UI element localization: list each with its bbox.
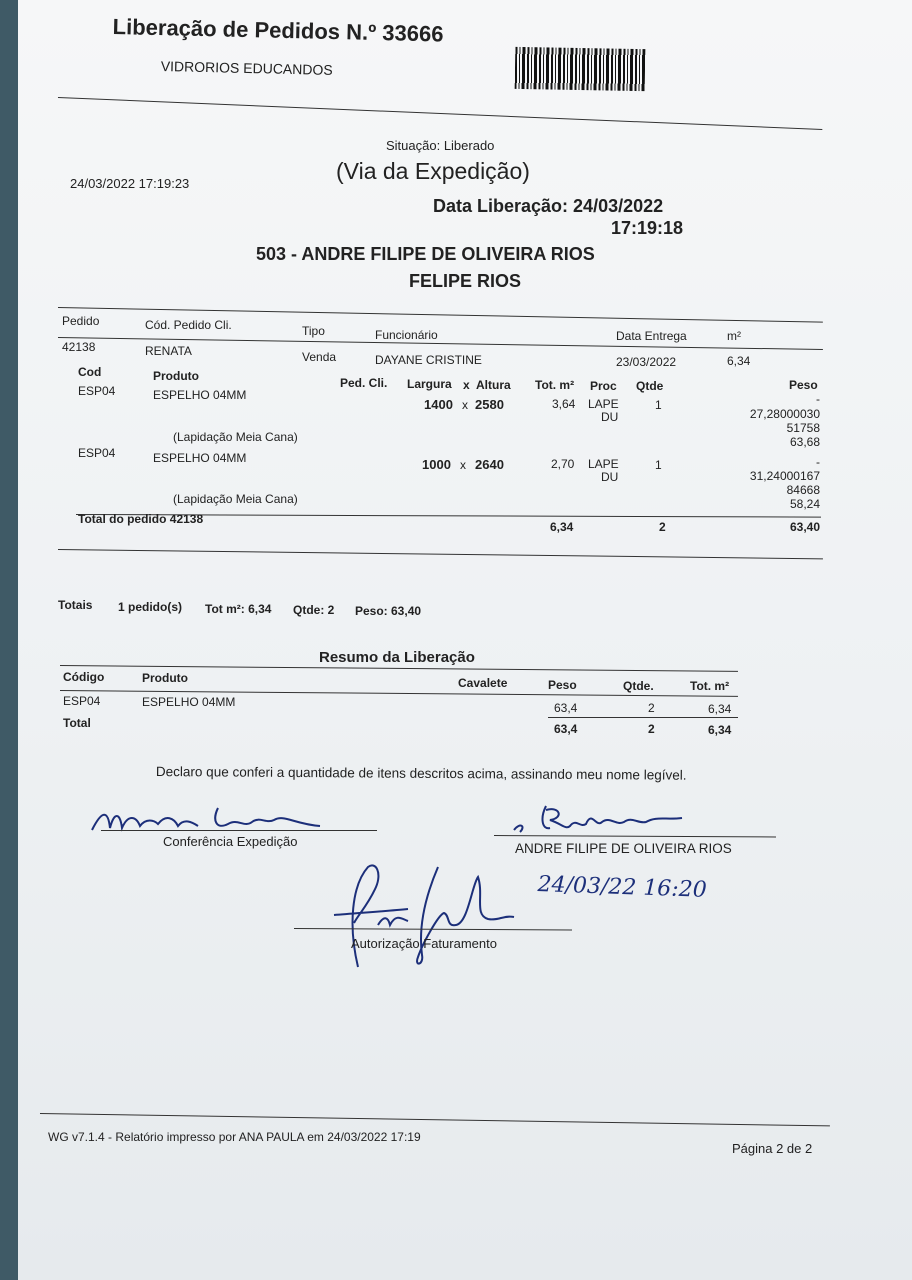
- summary-col-qtde: Qtde.: [623, 679, 654, 693]
- summary-qtde: 2: [648, 701, 655, 715]
- item-note: (Lapidação Meia Cana): [173, 492, 298, 506]
- item-peso: 63,68: [789, 435, 820, 449]
- signature-cliente: [506, 800, 686, 840]
- print-datetime: 24/03/2022 17:19:23: [70, 176, 190, 191]
- order-employee: DAYANE CRISTINE: [375, 353, 482, 367]
- item-qtde: 1: [655, 398, 662, 412]
- item-tot-m2: 2,70: [551, 457, 575, 471]
- cliente-label: ANDRE FILIPE DE OLIVEIRA RIOS: [515, 841, 732, 856]
- signature-autorizacao: [318, 855, 528, 980]
- order-total-label: Total do pedido 42138: [78, 512, 204, 526]
- item-cod: ESP04: [78, 446, 116, 460]
- divider: [58, 549, 823, 559]
- document-title: Liberação de Pedidos N.º 33666: [112, 14, 444, 47]
- item-peso: 84668: [786, 483, 820, 497]
- page-number: Página 2 de 2: [732, 1141, 813, 1156]
- release-time: 17:19:18: [611, 218, 684, 238]
- status-text: Situação: Liberado: [386, 138, 495, 153]
- col-pedido: Pedido: [62, 314, 100, 328]
- item-proc: LAPE: [588, 457, 619, 471]
- col-tot-m2: Tot. m²: [535, 378, 575, 392]
- summary-col-codigo: Código: [63, 670, 105, 684]
- order-total-qtde: 2: [659, 520, 666, 534]
- signature-line: [101, 830, 377, 831]
- item-tot-m2: 3,64: [552, 397, 576, 411]
- col-largura: Largura: [407, 377, 452, 391]
- item-peso: 31,24000167: [749, 469, 820, 483]
- item-peso: 51758: [786, 421, 820, 435]
- client-alias: FELIPE RIOS: [409, 271, 522, 291]
- totals-m2: Tot m²: 6,34: [205, 602, 272, 616]
- summary-col-cavalete: Cavalete: [458, 676, 508, 690]
- item-proc: LAPE: [588, 397, 619, 411]
- via-label: (Via da Expedição): [336, 158, 530, 184]
- item-largura: 1400: [424, 397, 453, 412]
- totals-pedidos: 1 pedido(s): [118, 600, 183, 614]
- footer-printed-by: WG v7.1.4 - Relatório impresso por ANA PAULA em 24/03/2022 17:19: [48, 1130, 421, 1144]
- item-cod: ESP04: [78, 384, 116, 398]
- summary-peso: 63,4: [554, 701, 578, 715]
- item-peso: -: [816, 392, 820, 406]
- divider: [40, 1113, 830, 1126]
- order-delivery-date: 23/03/2022: [616, 355, 677, 369]
- summary-produto: ESPELHO 04MM: [142, 695, 236, 709]
- release-date: Data Liberação: 24/03/2022: [433, 196, 664, 216]
- summary-codigo: ESP04: [63, 694, 101, 708]
- item-altura: 2580: [475, 397, 504, 412]
- col-altura: Altura: [476, 378, 511, 392]
- divider: [548, 717, 738, 718]
- conferencia-label: Conferência Expedição: [163, 834, 298, 849]
- summary-tot-m2: 6,34: [708, 702, 732, 716]
- item-produto: ESPELHO 04MM: [153, 451, 247, 465]
- item-peso: 58,24: [789, 497, 820, 511]
- item-proc: DU: [601, 410, 619, 424]
- item-x: x: [460, 458, 466, 472]
- col-peso: Peso: [789, 378, 818, 392]
- order-client-code: RENATA: [145, 344, 192, 358]
- item-largura: 1000: [422, 457, 451, 472]
- item-peso: -: [816, 455, 820, 469]
- col-cod-pedido-cli: Cód. Pedido Cli.: [145, 318, 232, 332]
- company-name: VIDRORIOS EDUCANDOS: [160, 58, 333, 78]
- order-total-m2: 6,34: [550, 520, 574, 534]
- handwritten-date: 24/03/22 16:20: [537, 872, 708, 903]
- summary-col-produto: Produto: [142, 671, 188, 685]
- client-name: 503 - ANDRE FILIPE DE OLIVEIRA RIOS: [256, 244, 595, 264]
- summary-title: Resumo da Liberação: [319, 649, 475, 666]
- summary-total-qtde: 2: [648, 722, 655, 736]
- item-altura: 2640: [475, 457, 504, 472]
- divider: [58, 97, 822, 130]
- col-produto: Produto: [153, 369, 199, 383]
- declaration-text: Declaro que conferi a quantidade de itens descritos acima, assinando meu nome legível.: [155, 764, 687, 783]
- item-produto: ESPELHO 04MM: [153, 388, 247, 402]
- col-funcionario: Funcionário: [375, 328, 438, 342]
- barcode-image: [515, 47, 646, 91]
- order-type: Venda: [302, 350, 337, 364]
- summary-col-tot-m2: Tot. m²: [690, 679, 730, 693]
- col-qtde: Qtde: [636, 379, 664, 393]
- totals-qtde: Qtde: 2: [293, 603, 335, 617]
- col-tipo: Tipo: [302, 324, 325, 338]
- autorizacao-label: Autorização Faturamento: [351, 936, 497, 951]
- summary-total-peso: 63,4: [554, 722, 578, 736]
- summary-col-peso: Peso: [548, 678, 577, 692]
- order-total-peso: 63,40: [789, 520, 820, 534]
- col-ped-cli: Ped. Cli.: [340, 376, 388, 390]
- col-x: x: [463, 378, 470, 392]
- col-proc: Proc: [590, 379, 617, 393]
- item-qtde: 1: [655, 458, 662, 472]
- document-page: [18, 0, 912, 1280]
- summary-total-m2: 6,34: [708, 723, 732, 737]
- col-cod: Cod: [78, 365, 102, 379]
- item-peso: 27,28000030: [749, 407, 820, 421]
- item-proc: DU: [601, 470, 619, 484]
- item-x: x: [462, 398, 468, 412]
- col-m2: m²: [727, 329, 741, 343]
- totals-peso: Peso: 63,40: [355, 604, 422, 618]
- item-note: (Lapidação Meia Cana): [173, 430, 298, 444]
- order-number: 42138: [62, 340, 96, 354]
- summary-total-label: Total: [63, 716, 91, 730]
- totals-label: Totais: [58, 598, 93, 612]
- order-m2: 6,34: [727, 354, 751, 368]
- col-data-entrega: Data Entrega: [616, 329, 687, 343]
